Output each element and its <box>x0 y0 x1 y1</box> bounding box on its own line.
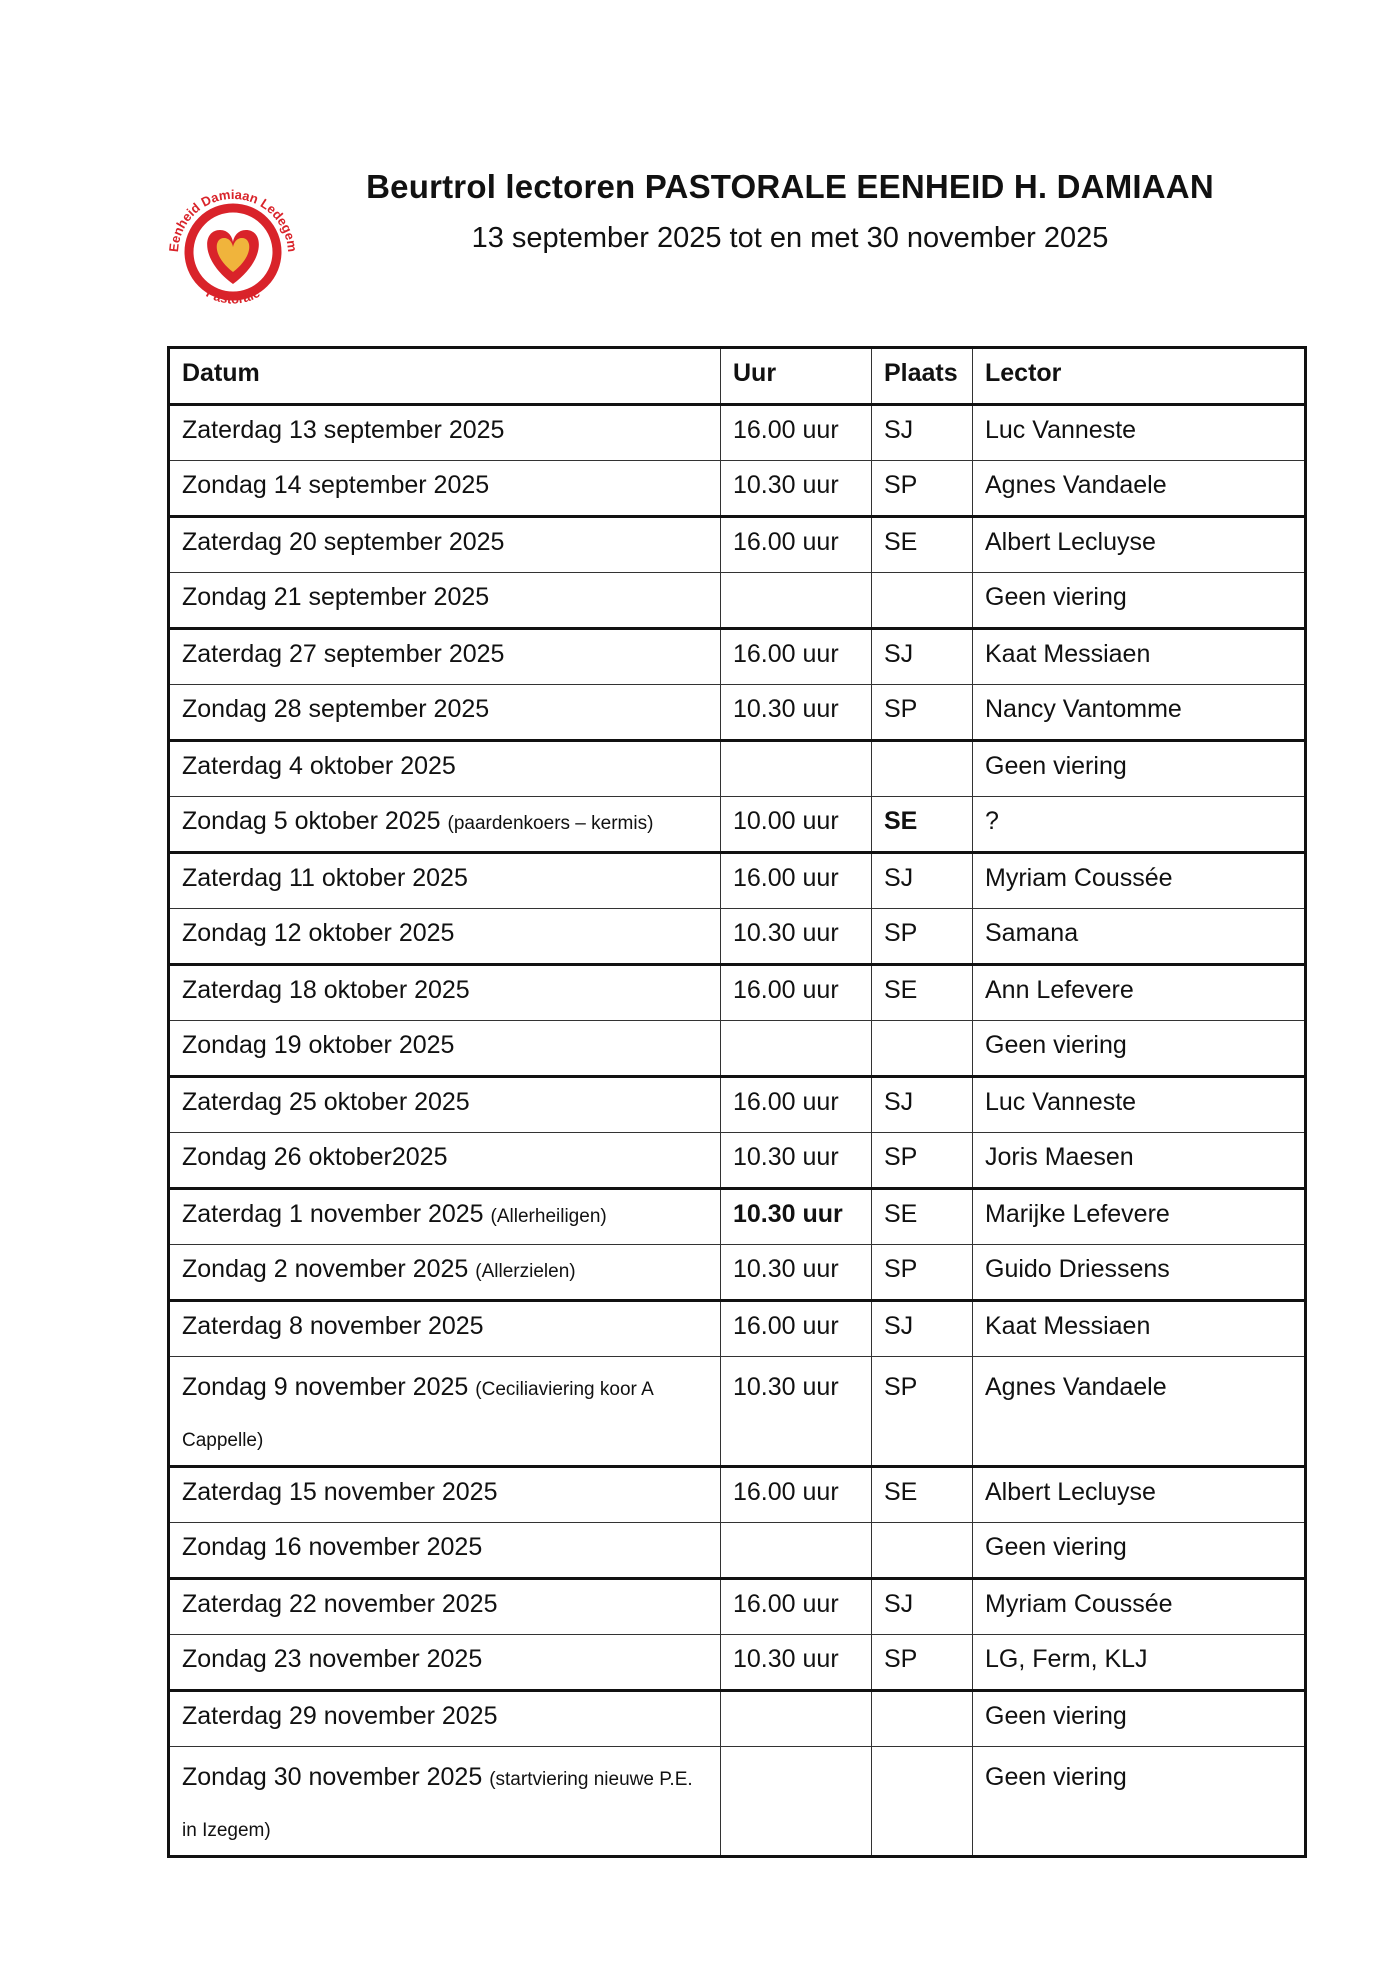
cell-plaats: SE <box>872 517 973 573</box>
date-text: Zondag 30 november 2025 <box>182 1763 483 1791</box>
date-text: Zondag 26 oktober2025 <box>182 1143 448 1171</box>
date-text: Zaterdag 22 november 2025 <box>182 1590 498 1618</box>
cell-uur: 10.30 uur <box>721 1133 872 1189</box>
cell-datum <box>169 1635 721 1691</box>
cell-plaats: SJ <box>872 629 973 685</box>
column-header-lector: Lector <box>973 348 1306 405</box>
cell-lector: Geen viering <box>973 1523 1306 1579</box>
cell-lector: Guido Driessens <box>973 1245 1306 1301</box>
cell-uur: 10.30 uur <box>721 1635 872 1691</box>
cell-uur: 16.00 uur <box>721 965 872 1021</box>
table-row <box>169 1467 1306 1523</box>
cell-uur: 10.30 uur <box>721 1357 872 1467</box>
date-text: Zondag 21 september 2025 <box>182 583 490 611</box>
cell-plaats: SP <box>872 909 973 965</box>
cell-lector: Joris Maesen <box>973 1133 1306 1189</box>
table-row <box>169 909 1306 965</box>
cell-datum <box>169 517 721 573</box>
cell-plaats: SP <box>872 1133 973 1189</box>
date-text: Zaterdag 15 november 2025 <box>182 1478 498 1506</box>
cell-plaats <box>872 1021 973 1077</box>
cell-plaats: SP <box>872 1635 973 1691</box>
cell-uur <box>721 573 872 629</box>
cell-plaats: SP <box>872 461 973 517</box>
cell-plaats <box>872 1691 973 1747</box>
date-note: (Ceciliaviering koor A Cappelle) <box>182 1379 653 1451</box>
table-row <box>169 853 1306 909</box>
date-text: Zaterdag 20 september 2025 <box>182 528 505 556</box>
date-text: Zondag 14 september 2025 <box>182 471 490 499</box>
column-header-uur: Uur <box>721 348 872 405</box>
cell-lector: Geen viering <box>973 1747 1306 1857</box>
date-text: Zaterdag 29 november 2025 <box>182 1702 498 1730</box>
date-text: Zaterdag 1 november 2025 <box>182 1200 484 1228</box>
cell-uur: 10.00 uur <box>721 797 872 853</box>
date-note: (paardenkoers – kermis) <box>447 813 654 834</box>
table-row <box>169 1189 1306 1245</box>
cell-datum <box>169 629 721 685</box>
cell-uur: 16.00 uur <box>721 1077 872 1133</box>
cell-lector: Geen viering <box>973 573 1306 629</box>
date-text: Zondag 16 november 2025 <box>182 1533 483 1561</box>
schedule-table <box>167 346 1307 1858</box>
date-note: (Allerzielen) <box>475 1261 576 1282</box>
table-row <box>169 797 1306 853</box>
table-row <box>169 1021 1306 1077</box>
cell-uur <box>721 1021 872 1077</box>
cell-datum <box>169 1245 721 1301</box>
date-text: Zaterdag 11 oktober 2025 <box>182 864 468 892</box>
cell-lector: Luc Vanneste <box>973 405 1306 461</box>
cell-lector: Kaat Messiaen <box>973 629 1306 685</box>
cell-plaats: SE <box>872 965 973 1021</box>
table-row <box>169 629 1306 685</box>
page-title: Beurtrol lectoren PASTORALE EENHEID H. DAMIAAN <box>366 168 1214 205</box>
cell-plaats <box>872 741 973 797</box>
cell-lector: Samana <box>973 909 1306 965</box>
svg-text:Eenheid Damiaan Ledegem: Eenheid Damiaan Ledegem <box>165 186 301 253</box>
cell-datum <box>169 909 721 965</box>
date-text: Zondag 19 oktober 2025 <box>182 1031 455 1059</box>
date-note: (startviering nieuwe P.E. in Izegem) <box>182 1769 693 1841</box>
cell-uur <box>721 1523 872 1579</box>
date-text: Zondag 9 november 2025 <box>182 1373 469 1401</box>
cell-uur: 10.30 uur <box>721 1245 872 1301</box>
date-text: Zondag 28 september 2025 <box>182 695 490 723</box>
cell-plaats: SJ <box>872 853 973 909</box>
cell-uur: 16.00 uur <box>721 629 872 685</box>
cell-lector: Nancy Vantomme <box>973 685 1306 741</box>
table-row <box>169 1579 1306 1635</box>
table-row <box>169 573 1306 629</box>
cell-datum <box>169 1523 721 1579</box>
table-row <box>169 517 1306 573</box>
cell-datum <box>169 1579 721 1635</box>
cell-plaats <box>872 1747 973 1857</box>
cell-lector: Marijke Lefevere <box>973 1189 1306 1245</box>
cell-plaats: SE <box>872 1189 973 1245</box>
page-subtitle: 13 september 2025 tot en met 30 november 2025 <box>471 222 1109 254</box>
cell-uur: 16.00 uur <box>721 405 872 461</box>
cell-uur: 10.30 uur <box>721 685 872 741</box>
cell-plaats: SE <box>872 1467 973 1523</box>
date-text: Zondag 12 oktober 2025 <box>182 919 455 947</box>
cell-datum <box>169 1467 721 1523</box>
cell-lector: Albert Lecluyse <box>973 1467 1306 1523</box>
date-text: Zaterdag 4 oktober 2025 <box>182 752 456 780</box>
cell-datum <box>169 685 721 741</box>
cell-lector: Albert Lecluyse <box>973 517 1306 573</box>
table-row <box>169 1747 1306 1857</box>
cell-plaats: SP <box>872 685 973 741</box>
cell-datum <box>169 1189 721 1245</box>
table-row <box>169 1301 1306 1357</box>
cell-lector: Luc Vanneste <box>973 1077 1306 1133</box>
cell-uur: 16.00 uur <box>721 1579 872 1635</box>
cell-uur: 10.30 uur <box>721 1189 872 1245</box>
date-text: Zaterdag 18 oktober 2025 <box>182 976 470 1004</box>
cell-uur: 16.00 uur <box>721 1467 872 1523</box>
cell-uur <box>721 1691 872 1747</box>
cell-plaats <box>872 573 973 629</box>
cell-uur <box>721 741 872 797</box>
date-text: Zondag 2 november 2025 <box>182 1255 469 1283</box>
cell-plaats: SP <box>872 1245 973 1301</box>
cell-plaats: SP <box>872 1357 973 1467</box>
cell-lector: Ann Lefevere <box>973 965 1306 1021</box>
date-text: Zondag 5 oktober 2025 <box>182 807 441 835</box>
cell-lector: Geen viering <box>973 1691 1306 1747</box>
cell-plaats: SJ <box>872 405 973 461</box>
cell-lector: LG, Ferm, KLJ <box>973 1635 1306 1691</box>
date-text: Zaterdag 25 oktober 2025 <box>182 1088 470 1116</box>
cell-datum <box>169 853 721 909</box>
table-row <box>169 741 1306 797</box>
table-row <box>169 1357 1306 1467</box>
cell-datum <box>169 1301 721 1357</box>
column-header-plaats: Plaats <box>872 348 973 405</box>
cell-lector: ? <box>973 797 1306 853</box>
cell-lector: Agnes Vandaele <box>973 1357 1306 1467</box>
date-text: Zaterdag 27 september 2025 <box>182 640 505 668</box>
cell-uur: 16.00 uur <box>721 517 872 573</box>
cell-uur: 16.00 uur <box>721 853 872 909</box>
cell-datum <box>169 573 721 629</box>
date-text: Zaterdag 8 november 2025 <box>182 1312 484 1340</box>
cell-datum <box>169 965 721 1021</box>
cell-datum <box>169 1077 721 1133</box>
table-row <box>169 1523 1306 1579</box>
table-row <box>169 1245 1306 1301</box>
table-row <box>169 405 1306 461</box>
table-row <box>169 461 1306 517</box>
cell-uur <box>721 1747 872 1857</box>
cell-datum <box>169 1747 721 1857</box>
cell-lector: Myriam Coussée <box>973 1579 1306 1635</box>
cell-lector: Agnes Vandaele <box>973 461 1306 517</box>
cell-lector: Kaat Messiaen <box>973 1301 1306 1357</box>
cell-datum <box>169 1357 721 1467</box>
table-row <box>169 1133 1306 1189</box>
cell-datum <box>169 1691 721 1747</box>
table-header-row <box>169 348 1306 405</box>
cell-lector: Myriam Coussée <box>973 853 1306 909</box>
cell-datum <box>169 741 721 797</box>
cell-plaats: SE <box>872 797 973 853</box>
date-text: Zondag 23 november 2025 <box>182 1645 483 1673</box>
cell-uur: 10.30 uur <box>721 461 872 517</box>
cell-datum <box>169 1021 721 1077</box>
column-header-datum: Datum <box>169 348 721 405</box>
cell-plaats: SJ <box>872 1301 973 1357</box>
table-row <box>169 1635 1306 1691</box>
table-row <box>169 685 1306 741</box>
cell-lector: Geen viering <box>973 741 1306 797</box>
cell-uur: 16.00 uur <box>721 1301 872 1357</box>
table-row <box>169 965 1306 1021</box>
cell-plaats <box>872 1523 973 1579</box>
date-note: (Allerheiligen) <box>490 1206 607 1227</box>
table-row <box>169 1691 1306 1747</box>
parish-logo <box>160 172 306 318</box>
svg-text:Pastorale: Pastorale <box>203 284 263 307</box>
table-row <box>169 1077 1306 1133</box>
cell-lector: Geen viering <box>973 1021 1306 1077</box>
cell-uur: 10.30 uur <box>721 909 872 965</box>
cell-datum <box>169 405 721 461</box>
cell-datum <box>169 461 721 517</box>
cell-datum <box>169 1133 721 1189</box>
date-text: Zaterdag 13 september 2025 <box>182 416 505 444</box>
cell-plaats: SJ <box>872 1579 973 1635</box>
cell-datum <box>169 797 721 853</box>
cell-plaats: SJ <box>872 1077 973 1133</box>
